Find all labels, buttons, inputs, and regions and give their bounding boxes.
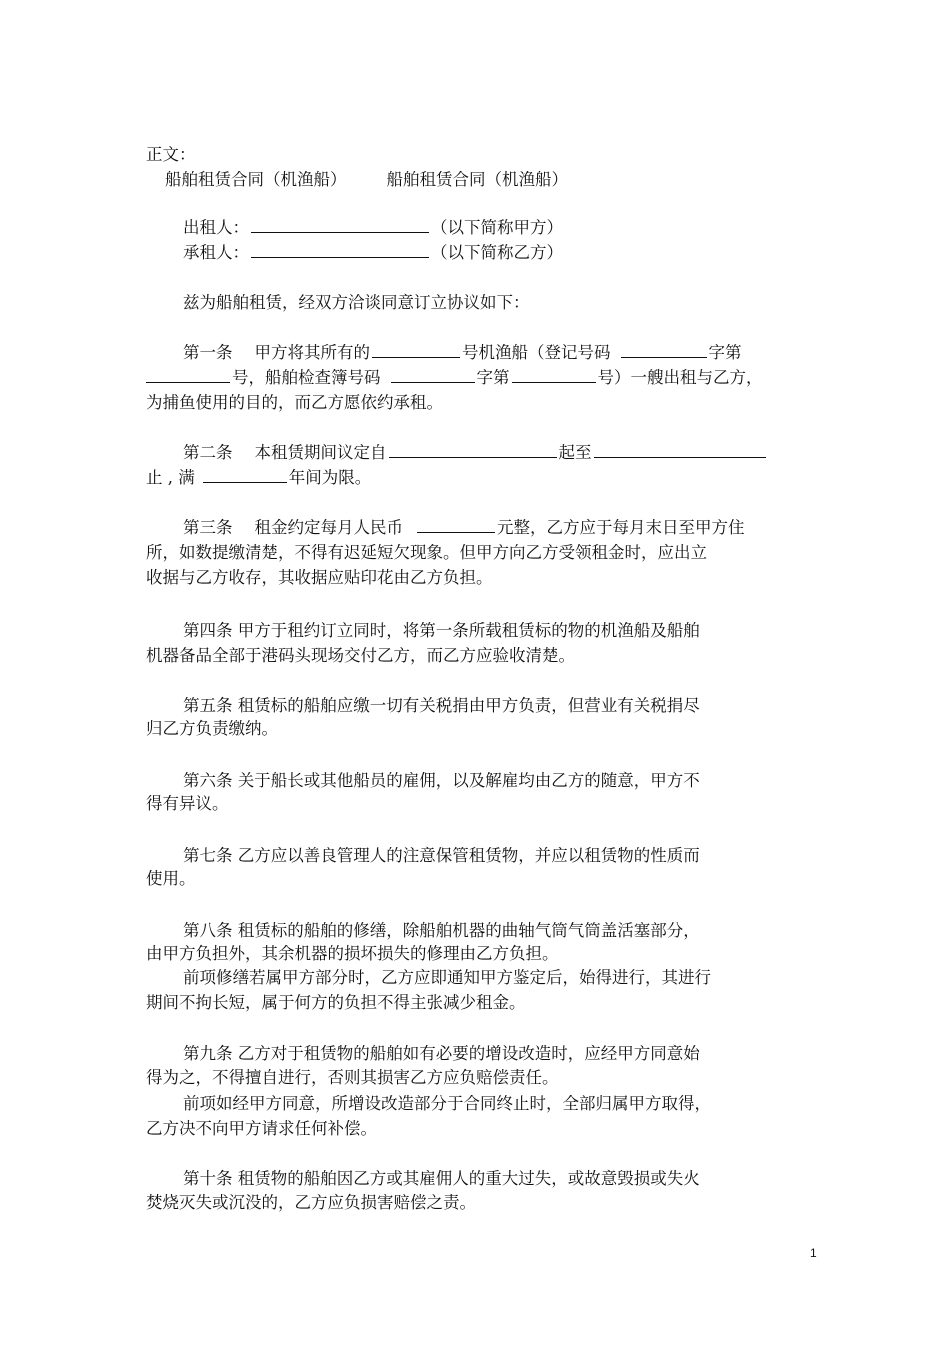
- article-10-line-2: 焚烧灭失或沉没的，乙方应负损害赔偿之责。: [146, 1193, 476, 1212]
- article-4-line-2: 机器备品全部于港码头现场交付乙方，而乙方应验收清楚。: [146, 646, 575, 665]
- article-9-line-1: 第九条 乙方对于租赁物的船舶如有必要的增设改造时，应经甲方同意始: [183, 1044, 700, 1063]
- article-1-line-2: 号，船舶检查簿号码 字第 号）一艘出租与乙方，: [146, 367, 763, 389]
- article-9-line-4: 乙方决不向甲方请求任何补偿。: [146, 1119, 377, 1138]
- preamble: 兹为船舶租赁，经双方洽谈同意订立协议如下：: [183, 293, 530, 312]
- article-7-line-1: 第七条 乙方应以善良管理人的注意保管租赁物，并应以租赁物的性质而: [183, 846, 700, 865]
- lessor-line: [183, 217, 563, 239]
- article-9-line-2: 得为之，不得擅自进行，否则其损害乙方应负赔偿责任。: [146, 1068, 559, 1087]
- article-2-line-1: 第二条 本租赁期间议定自 起至: [183, 442, 768, 464]
- article-8-line-1: 第八条 租赁标的船舶的修缮，除船舶机器的曲轴气筒气筒盖活塞部分，: [183, 921, 700, 940]
- vessel-number-blank[interactable]: [372, 343, 460, 358]
- article-2-line-2: 止 , 满 年间为限。: [146, 468, 372, 487]
- article-4-line-1: 第四条 甲方于租约订立同时，将第一条所载租赁标的物的机渔船及船舶: [183, 621, 700, 640]
- lessee-line: [183, 242, 563, 264]
- lessee-blank[interactable]: [251, 243, 429, 258]
- end-date-blank[interactable]: [594, 443, 766, 458]
- lessor-blank[interactable]: [251, 218, 429, 233]
- article-3-line-3: 收据与乙方收存，其收据应贴印花由乙方负担。: [146, 568, 493, 587]
- article-1-heading: 第一条: [183, 343, 233, 362]
- article-5-line-1: 第五条 租赁标的船舶应缴一切有关税捐由甲方负责，但营业有关税捐尽: [183, 696, 700, 715]
- intro-label: 正文：: [146, 145, 196, 164]
- registration-no-blank[interactable]: [146, 368, 230, 383]
- contract-title: 船舶租赁合同（机渔船）: [165, 170, 347, 189]
- article-10-line-1: 第十条 租赁物的船舶因乙方或其雇佣人的重大过失，或故意毁损或失火: [183, 1169, 700, 1188]
- inspection-no-blank[interactable]: [512, 368, 596, 383]
- start-date-blank[interactable]: [389, 443, 557, 458]
- article-8-line-4: 期间不拘长短，属于何方的负担不得主张减少租金。: [146, 993, 526, 1012]
- article-3-line-1: 第三条 租金约定每月人民币 元整，乙方应于每月末日至甲方住: [183, 518, 745, 537]
- article-7-line-2: 使用。: [146, 869, 196, 888]
- article-8-line-3: 前项修缮若属甲方部分时，乙方应即通知甲方鉴定后，始得进行，其进行: [183, 968, 711, 987]
- registration-number-blank[interactable]: [621, 343, 707, 358]
- rent-amount-blank[interactable]: [417, 518, 495, 533]
- article-9-line-3: 前项如经甲方同意，所增设改造部分于合同终止时，全部归属甲方取得，: [183, 1094, 711, 1113]
- contract-title-line: [165, 169, 568, 191]
- lessor-label: 出租人：: [183, 218, 249, 237]
- lessor-suffix: （以下简称甲方）: [431, 218, 563, 237]
- article-8-line-2: 由甲方负担外，其余机器的损坏损失的修理由乙方负担。: [146, 944, 559, 963]
- article-6-line-2: 得有异议。: [146, 794, 229, 813]
- lessee-label: 承租人：: [183, 243, 249, 262]
- article-1-line-1: 第一条 甲方将其所有的 号机渔船（登记号码 字第: [183, 343, 742, 362]
- article-6-line-1: 第六条 关于船长或其他船员的雇佣，以及解雇均由乙方的随意，甲方不: [183, 771, 700, 790]
- contract-title-repeat: 船舶租赁合同（机渔船）: [386, 170, 568, 189]
- inspection-book-blank[interactable]: [391, 368, 475, 383]
- page-number: 1: [810, 1246, 817, 1260]
- article-2-heading: 第二条: [183, 443, 233, 462]
- article-1-line-3: 为捕鱼使用的目的，而乙方愿依约承租。: [146, 393, 443, 412]
- lessee-suffix: （以下简称乙方）: [431, 243, 563, 262]
- article-3-line-2: 所，如数提缴清楚，不得有迟延短欠现象。但甲方向乙方受领租金时，应出立: [146, 543, 707, 562]
- article-5-line-2: 归乙方负责缴纳。: [146, 719, 278, 738]
- term-years-blank[interactable]: [203, 468, 287, 483]
- article-3-heading: 第三条: [183, 518, 233, 537]
